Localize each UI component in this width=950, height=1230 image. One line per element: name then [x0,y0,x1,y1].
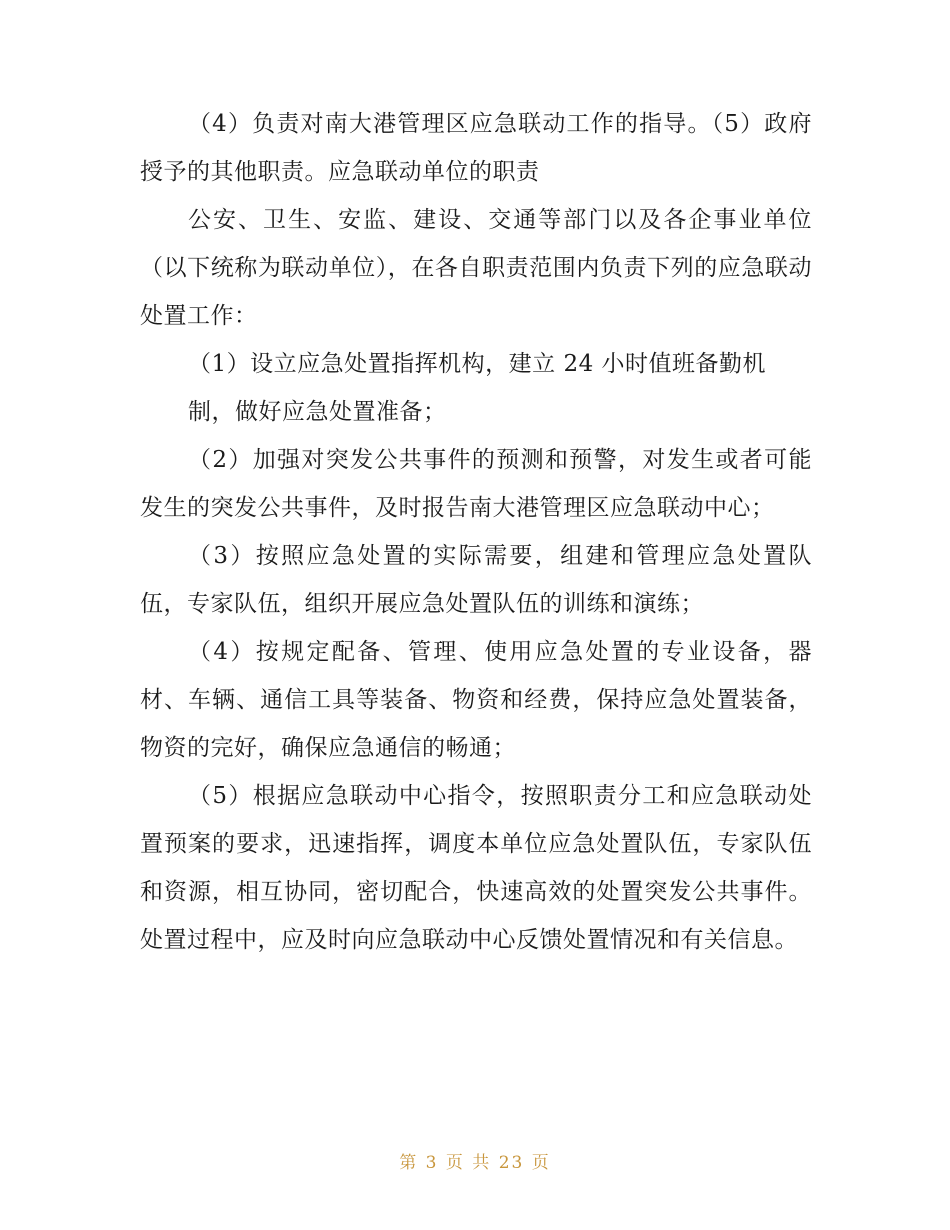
paragraph-item-3: （3）按照应急处置的实际需要，组建和管理应急处置队伍，专家队伍，组织开展应急处置队伍的训练和演练； [140,543,812,617]
paragraph-item-1-first-line: （1）设立应急处置指挥机构，建立 24 小时值班备勤机 [188,351,767,377]
paragraph-item-5: （5）根据应急联动中心指令，按照职责分工和应急联动处置预案的要求，迅速指挥，调度本单位应急处置队伍，专家队伍和资源，相互协同，密切配合，快速高效的处置突发公共事件。处置过程中，应及时向应急联动中心反馈处置情况和有关信息。 [140,783,812,953]
paragraph-item-2: （2）加强对突发公共事件的预测和预警，对发生或者可能发生的突发公共事件，及时报告南大港管理区应急联动中心； [140,447,812,521]
page-number-footer: 第 3 页 共 23 页 [399,1153,551,1173]
paragraph-linkage-units-intro: 公安、卫生、安监、建设、交通等部门以及各企事业单位（以下统称为联动单位），在各自职责范围内负责下列的应急联动处置工作： [140,207,812,329]
paragraph-item-4: （4）按规定配备、管理、使用应急处置的专业设备，器材、车辆、通信工具等装备、物资和经费，保持应急处置装备，物资的完好，确保应急通信的畅通； [140,639,812,761]
document-body [140,100,812,964]
paragraph-item-1-second-line: 制，做好应急处置准备； [188,399,447,425]
paragraph-command-center-duties: （4）负责对南大港管理区应急联动工作的指导。（5）政府授予的其他职责。应急联动单位的职责 [140,111,812,185]
